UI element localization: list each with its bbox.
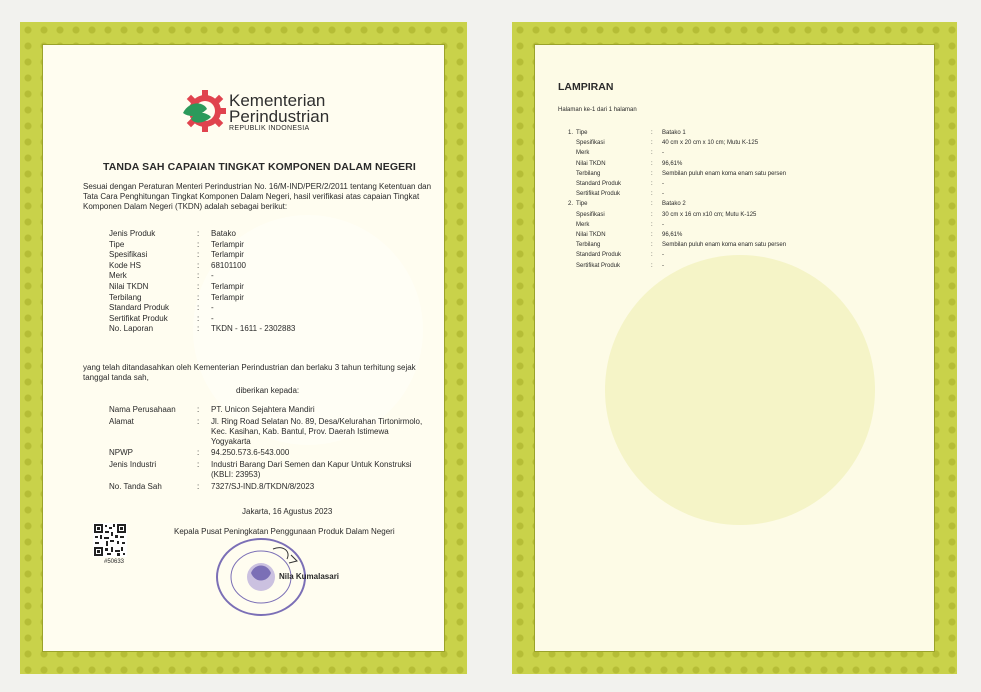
appendix-field-row [568, 129, 928, 137]
field-colon: : [651, 181, 653, 187]
field-colon: : [197, 482, 200, 491]
field-label: Standard Produk [109, 303, 170, 313]
field-colon: : [197, 313, 200, 323]
field-value: 30 cm x 16 cm x10 cm; Mutu K-125 [662, 211, 757, 218]
field-label: Nama Perusahaan [109, 405, 176, 414]
field-value: - [662, 262, 664, 269]
field-label: Kode HS [109, 260, 142, 270]
field-value: - [662, 191, 664, 198]
field-label: Alamat [109, 417, 134, 426]
field-label: No. Tanda Sah [109, 482, 162, 491]
field-colon: : [197, 239, 200, 249]
field-value: TKDN - 1611 - 2302883 [211, 324, 296, 334]
field-value: Batako [211, 229, 236, 238]
field-colon: : [197, 271, 200, 281]
field-colon: : [651, 232, 653, 238]
ministry-gear-icon [181, 89, 227, 133]
field-colon: : [651, 130, 653, 136]
product-field-row [109, 303, 439, 313]
logo-line-3: REPUBLIK INDONESIA [229, 125, 310, 132]
signer-title: Kepala Pusat Peningkatan Penggunaan Produk Dalam Negeri [174, 527, 395, 536]
field-colon: : [197, 448, 200, 457]
field-label: No. Laporan [109, 324, 154, 334]
place-date: Jakarta, 16 Agustus 2023 [242, 507, 333, 516]
field-value: Sembilan puluh enam koma enam satu persen [662, 170, 787, 177]
appendix-title: LAMPIRAN [558, 81, 614, 93]
field-label: Merk [109, 271, 127, 281]
appendix-field-row [568, 262, 928, 270]
certificate-body [42, 44, 445, 652]
field-colon: : [651, 242, 653, 249]
field-value: Industri Barang Dari Semen dan Kapur Untuk Konstruksi (KBLI: 23953) [211, 460, 412, 479]
ministry-logo [181, 89, 227, 138]
product-field-row [109, 314, 439, 324]
appendix-page [512, 22, 957, 674]
field-value: - [662, 221, 664, 228]
product-field-row [109, 282, 439, 292]
appendix-field-row [568, 241, 928, 249]
field-label: Tipe [109, 239, 125, 249]
field-colon: : [651, 191, 653, 198]
field-label: Spesifikasi [109, 250, 148, 260]
item-number: 2. [568, 201, 574, 208]
field-colon: : [651, 211, 653, 218]
appendix-field-row [568, 231, 928, 239]
field-value: Terlampir [211, 239, 244, 249]
appendix-field-row [568, 170, 928, 178]
field-label: Nilai TKDN [576, 232, 606, 238]
field-colon: : [197, 292, 200, 302]
field-label: Terbilang [576, 242, 601, 249]
field-label: Sertifikat Produk [576, 191, 621, 198]
product-field-row [109, 324, 439, 334]
field-value: - [211, 271, 214, 281]
field-value: Batako 1 [662, 130, 686, 136]
field-label: Merk [576, 150, 590, 157]
given-to-label: diberikan kepada: [236, 386, 300, 395]
field-colon: : [197, 417, 200, 426]
company-field-row [109, 417, 449, 447]
field-value: Terlampir [211, 282, 244, 291]
field-value: Sembilan puluh enam koma enam satu persen [662, 242, 787, 249]
appendix-field-row [568, 221, 928, 229]
logo-line-1: Kementerian [229, 91, 326, 110]
field-colon: : [651, 160, 653, 167]
appendix-field-row [568, 160, 928, 168]
gear-watermark-right [605, 255, 875, 525]
appendix-field-row [568, 139, 928, 147]
field-colon: : [651, 252, 653, 259]
field-label: Terbilang [576, 170, 601, 177]
appendix-field-row [568, 200, 928, 208]
qr-code-id: #50633 [104, 559, 125, 565]
field-value: 7327/SJ-IND.8/TKDN/8/2023 [211, 482, 315, 491]
field-colon: : [197, 303, 200, 313]
field-value: Batako 2 [662, 201, 686, 208]
field-label: Spesifikasi [576, 140, 605, 147]
logo-line-2: Perindustrian [229, 107, 330, 126]
field-value: Terlampir [211, 292, 244, 302]
field-colon: : [651, 170, 653, 177]
item-number: 1. [568, 130, 574, 136]
qr-code [93, 523, 127, 562]
field-label: NPWP [109, 448, 133, 457]
field-label: Sertifikat Produk [576, 262, 621, 269]
field-label: Standard Produk [576, 252, 622, 259]
field-colon: : [651, 201, 653, 208]
appendix-body [534, 44, 935, 652]
field-label: Jenis Produk [109, 229, 156, 238]
field-value: - [211, 313, 214, 323]
company-field-row [109, 482, 449, 512]
field-colon: : [651, 140, 653, 147]
field-label: Nilai TKDN [576, 160, 606, 167]
field-colon: : [197, 460, 200, 469]
field-value: Jl. Ring Road Selatan No. 89, Desa/Kelurahan Tirtonirmolo, Kec. Kasihan, Kab. Bantul, Prov. Daerah Istimewa Yogyakarta [211, 417, 423, 446]
product-field-row [109, 229, 439, 239]
field-value: - [211, 303, 214, 313]
field-value: 94.250.573.6-543.000 [211, 448, 290, 457]
certificate-page [20, 22, 467, 674]
field-label: Standard Produk [576, 181, 622, 187]
field-colon: : [197, 250, 200, 260]
appendix-page-info: Halaman ke-1 dari 1 halaman [558, 107, 637, 113]
appendix-field-row [568, 180, 928, 188]
field-value: - [662, 252, 664, 259]
field-colon: : [651, 262, 653, 269]
product-field-row [109, 250, 439, 260]
field-colon: : [651, 150, 653, 157]
product-field-row [109, 293, 439, 303]
field-colon: : [651, 221, 653, 228]
field-colon: : [197, 405, 200, 414]
intro-paragraph: Sesuai dengan Peraturan Menteri Perindustrian No. 16/M-IND/PER/2/2011 tentang Ketentuan dan Tata Cara Penghitungan Tingkat Komponen Dalam Negeri, hasil verifikasi atas capaian Tingkat Komponen Dalam Negeri (TKDN) adalah sebagai berikut: [83, 182, 432, 211]
field-label: Spesifikasi [576, 211, 605, 218]
appendix-field-row [568, 251, 928, 259]
qr-code-icon [93, 523, 127, 557]
field-value: Terlampir [211, 250, 244, 260]
appendix-field-row [568, 149, 928, 157]
field-colon: : [197, 324, 200, 334]
field-value: PT. Unicon Sejahtera Mandiri [211, 405, 315, 414]
field-label: Merk [576, 221, 590, 228]
field-value: 68101100 [211, 260, 246, 270]
field-label: Jenis Industri [109, 460, 157, 469]
product-field-row [109, 261, 439, 271]
signer-name: Nila Kumalasari [279, 572, 340, 581]
field-value: 96,61% [662, 232, 683, 238]
field-value: 40 cm x 20 cm x 10 cm; Mutu K-125 [662, 140, 759, 147]
field-label: Tipe [576, 201, 588, 208]
field-label: Sertifikat Produk [109, 313, 168, 323]
field-value: - [662, 150, 664, 157]
certificate-title: TANDA SAH CAPAIAN TINGKAT KOMPONEN DALAM NEGERI [103, 161, 416, 173]
appendix-field-row [568, 190, 928, 198]
appendix-field-row [568, 211, 928, 219]
product-field-row [109, 271, 439, 281]
field-label: Nilai TKDN [109, 282, 149, 291]
field-value: 96,61% [662, 160, 683, 167]
validity-paragraph: yang telah ditandasahkan oleh Kementerian Perindustrian dan berlaku 3 tahun terhitung sejak tanggal tanda sah, [83, 363, 416, 382]
product-field-row [109, 240, 439, 250]
field-value: - [662, 181, 664, 187]
field-colon: : [197, 229, 200, 238]
field-colon: : [197, 260, 200, 270]
field-colon: : [197, 282, 200, 291]
field-label: Tipe [576, 130, 588, 136]
field-label: Terbilang [109, 292, 142, 302]
